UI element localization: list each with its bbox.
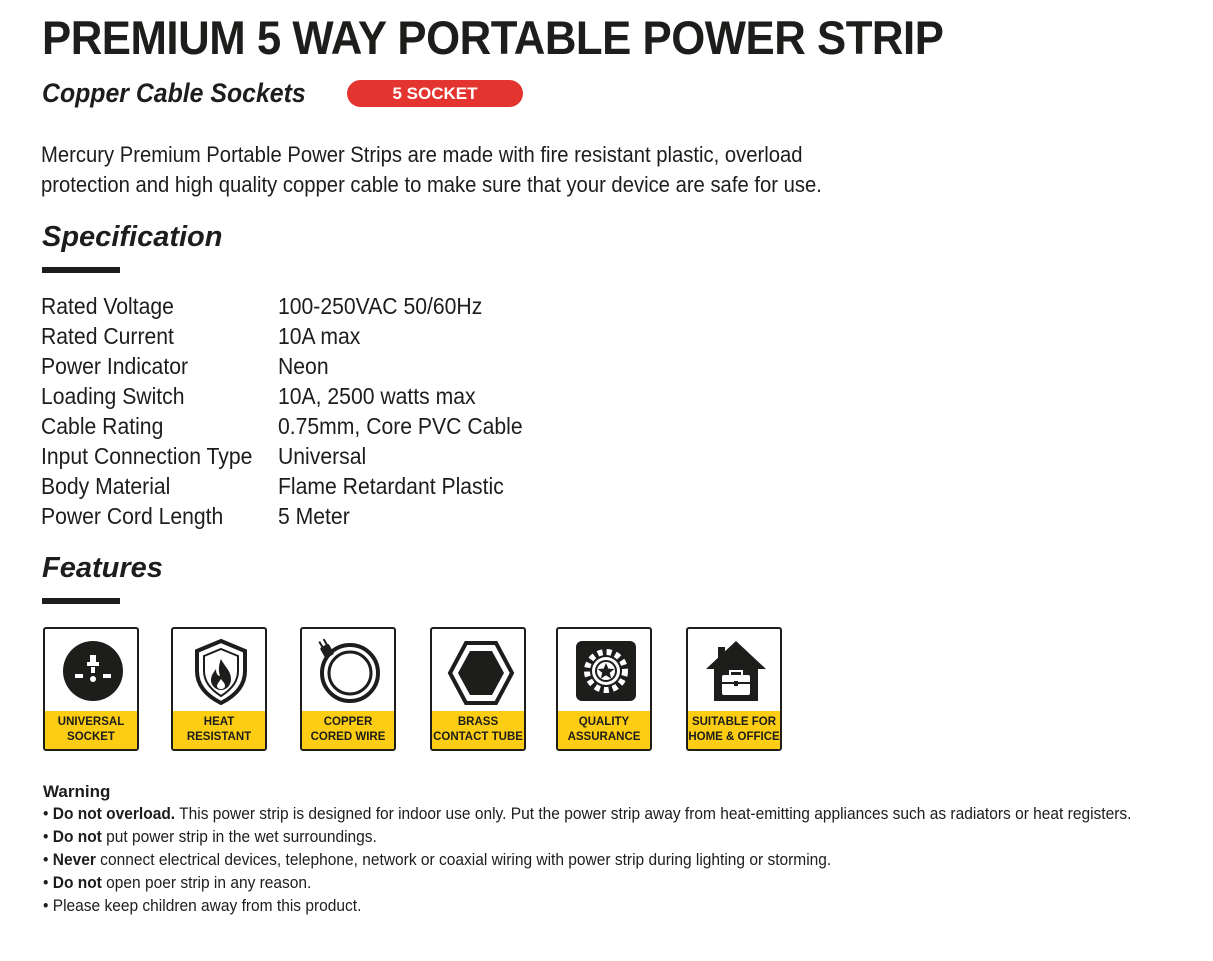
spec-value: 10A, 2500 watts max [278,383,476,409]
feature-label [302,711,394,749]
warning-emphasis: Never [52,851,96,869]
feature-label-line: SUITABLE FOR [691,716,777,728]
spec-label: Cable Rating [41,413,164,439]
brass-hexagon-icon [432,629,524,713]
feature-label [45,711,137,749]
product-description: Mercury Premium Portable Power Strips are made with fire resistant plastic, overload protection and high quality copper cable to make sure that your device are safe for use. [41,142,822,197]
spec-label: Power Cord Length [41,503,224,529]
quality-gear-icon [558,629,650,713]
feature-label-line: UNIVERSAL [57,716,125,728]
feature-label-line: COPPER [323,716,373,728]
spec-label: Rated Current [41,323,174,349]
feature-label-line: CONTACT TUBE [433,731,523,743]
feature-label [558,711,650,749]
page-title: PREMIUM 5 WAY PORTABLE POWER STRIP [42,11,944,64]
specification-divider [42,267,120,273]
feature-card-heat-resistant [171,627,267,751]
feature-card-brass-contact-tube [430,627,526,751]
spec-value: 0.75mm, Core PVC Cable [278,413,523,439]
feature-label [432,711,524,749]
spec-value: Universal [278,443,367,469]
warning-text: Please keep children away from this product. [52,897,362,915]
feature-label-line: RESISTANT [186,731,252,743]
warning-item: • Please keep children away from this product. [43,897,362,915]
specification-heading: Specification [42,221,223,253]
feature-label-line: BRASS [457,716,499,728]
feature-card-copper-wire [300,627,396,751]
spec-value: 5 Meter [278,503,350,529]
warning-text: open poer strip in any reason. [101,874,312,892]
spec-value: Flame Retardant Plastic [278,473,504,499]
warning-item: • Do not open poer strip in any reason. [43,874,312,892]
feature-label-line: HOME & OFFICE [688,731,780,743]
features-divider [42,598,120,604]
warning-item: • Never connect electrical devices, telephone, network or coaxial wiring with power strip during lighting or storming. [43,851,832,869]
feature-card-universal-socket [43,627,139,751]
feature-label-line: ASSURANCE [567,731,641,743]
universal-socket-icon [45,629,137,713]
feature-label-line: QUALITY [578,716,630,728]
warning-emphasis: Do not overload. [52,805,176,823]
features-heading: Features [42,552,163,584]
heat-shield-icon [173,629,265,713]
spec-label: Loading Switch [41,383,185,409]
spec-value: 10A max [278,323,361,349]
socket-count-badge: 5 SOCKET [347,80,523,107]
feature-label [688,711,780,749]
warning-text: connect electrical devices, telephone, network or coaxial wiring with power strip during lighting or storming. [95,851,832,869]
feature-label [173,711,265,749]
feature-label-line: HEAT [203,716,235,728]
copper-wire-icon [302,629,394,713]
warning-item: • Do not put power strip in the wet surroundings. [43,828,377,846]
warning-text: This power strip is designed for indoor use only. Put the power strip away from heat-emitting appliances such as radiators or heat registers. [175,805,1132,823]
feature-label-line: SOCKET [67,731,115,743]
feature-label-line: CORED WIRE [310,731,386,743]
features-row [43,627,803,753]
feature-card-quality-assurance [556,627,652,751]
spec-value: 100-250VAC 50/60Hz [278,293,483,319]
warning-section [43,780,1203,918]
warning-title: Warning [43,782,111,801]
spec-label: Power Indicator [41,353,189,379]
spec-label: Input Connection Type [41,443,253,469]
spec-label: Body Material [41,473,171,499]
home-office-icon [688,629,780,713]
page-subtitle: Copper Cable Sockets [42,78,306,108]
warning-text: put power strip in the wet surroundings. [101,828,377,846]
feature-card-home-office [686,627,782,751]
spec-label: Rated Voltage [41,293,174,319]
spec-value: Neon [278,353,329,379]
warning-item: • Do not overload. This power strip is designed for indoor use only. Put the power strip away from heat-emitting appliances such as radiators or heat registers. [43,805,1132,823]
warning-emphasis: Do not [52,874,102,892]
warning-emphasis: Do not [52,828,102,846]
